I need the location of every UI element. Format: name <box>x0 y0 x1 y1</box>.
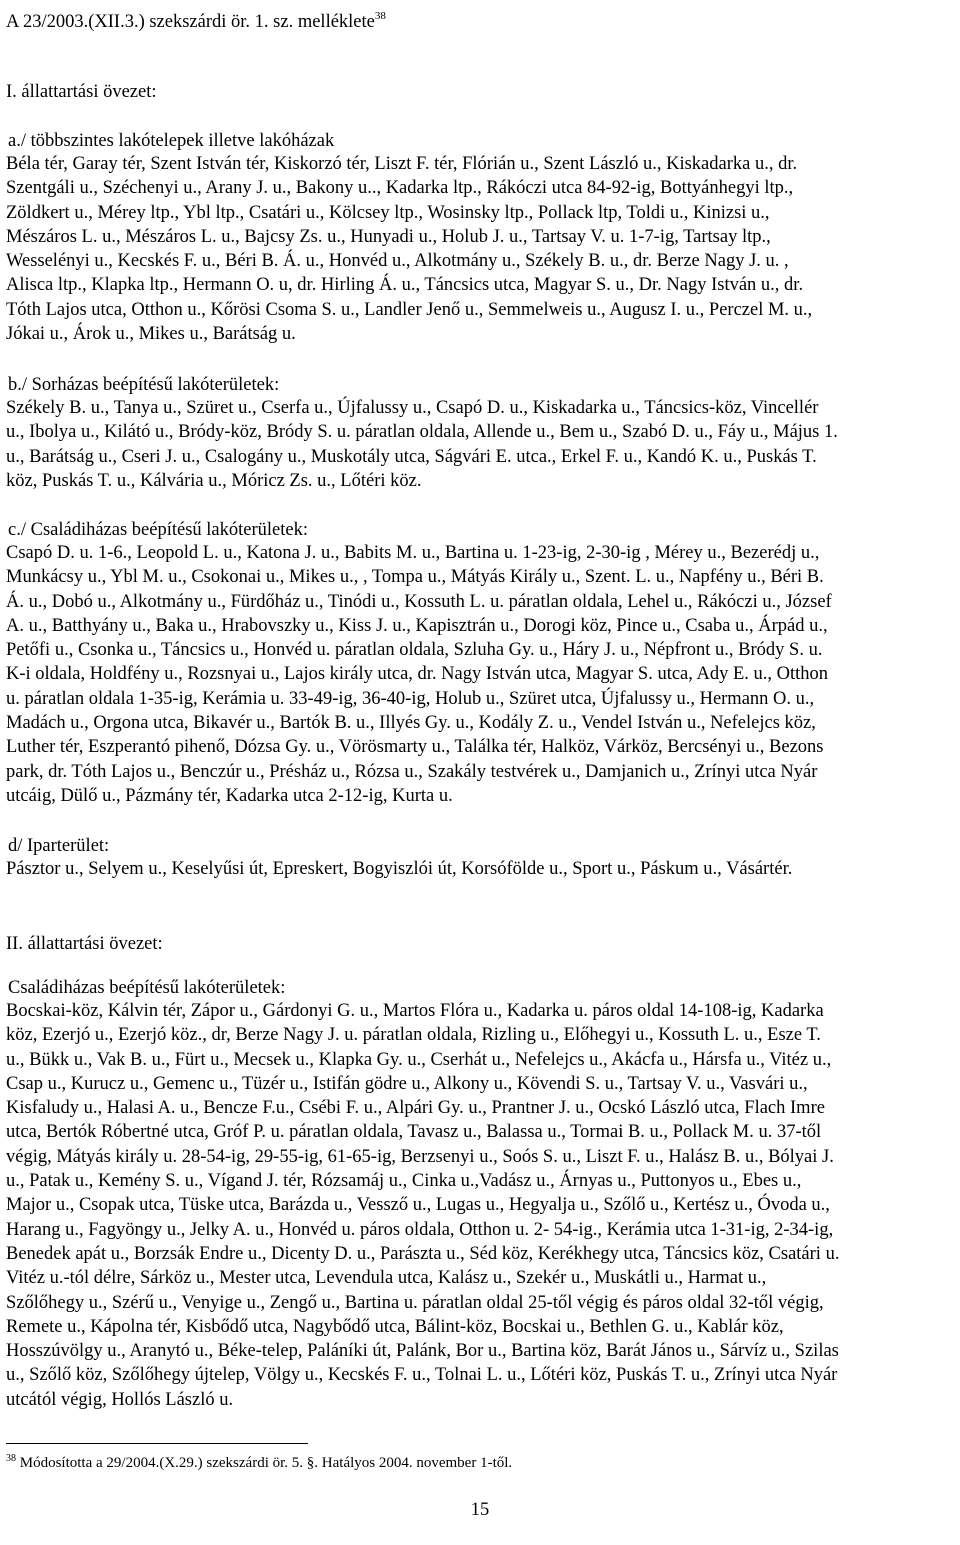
footnote <box>6 1450 512 1472</box>
text-line: Mészáros L. u., Mészáros L. u., Bajcsy Zs. u., Hunyadi u., Holub J. u., Tartsay V. u. 1-7-ig, Tartsay ltp., <box>6 226 771 247</box>
zone2-list <box>6 999 956 1412</box>
zone1-b-heading: b./ Sorházas beépítésű lakóterületek: <box>8 375 280 395</box>
zone1-a-heading: a./ többszintes lakótelepek illetve lakóházak <box>8 131 335 151</box>
text-line: u., Ibolya u., Kilátó u., Bródy-köz, Bródy S. u. páratlan oldala, Allende u., Bem u., Szabó D. u., Fáy u., Május 1. <box>6 422 838 443</box>
text-line: Luther tér, Eszperantó pihenő, Dózsa Gy. u., Vörösmarty u., Találka tér, Halköz, Várköz, Bercsényi u., Bezons <box>6 737 824 758</box>
zone1-c-heading: c./ Családiházas beépítésű lakóterületek: <box>8 520 308 540</box>
text-line: A. u., Batthyány u., Baka u., Hrabovszky u., Kiss J. u., Kapisztrán u., Dorogi köz, Pince u., Csaba u., Árpád u., <box>6 615 828 636</box>
text-line: Á. u., Dobó u., Alkotmány u., Fürdőház u., Tinódi u., Kossuth L. u. páratlan oldala, Lehel u., Rákóczi u., József <box>6 591 832 612</box>
text-line: Remete u., Kápolna tér, Kisbődő utca, Nagybődő utca, Bálint-köz, Bocskai u., Bethlen G. u., Kablár köz, <box>6 1316 784 1337</box>
text-line: Jókai u., Árok u., Mikes u., Barátság u. <box>6 324 296 345</box>
text-line: Csap u., Kurucz u., Gemenc u., Tüzér u., Istifán gödre u., Alkony u., Kövendi S. u., Tartsay V. u., Vasvári u., <box>6 1073 808 1094</box>
text-line: köz, Ezerjó u., Ezerjó köz., dr, Berze Nagy J. u. páratlan oldala, Rizling u., Előhegyi u., Kossuth L. u., Esze T. <box>6 1025 821 1046</box>
text-line: Béla tér, Garay tér, Szent István tér, Kiskorzó tér, Liszt F. tér, Flórián u., Szent László u., Kiskadarka u., dr. <box>6 154 798 174</box>
zone1-c-list <box>6 541 956 808</box>
text-line: Vitéz u.-tól délre, Sárköz u., Mester utca, Levendula utca, Kalász u., Szekér u., Muskátli u., Harmat u., <box>6 1268 767 1289</box>
text-line: u., Patak u., Kemény S. u., Vígand J. tér, Rózsamáj u., Cinka u.,Vadász u., Árnyas u., Puttonyos u., Ebes u., <box>6 1171 802 1192</box>
text-line: Kisfaludy u., Halasi A. u., Bencze F.u., Csébi F. u., Alpári Gy. u., Prantner J. u., Ocskó László utca, Flach Imre <box>6 1098 825 1119</box>
text-line: Munkácsy u., Ybl M. u., Csokonai u., Mikes u., , Tompa u., Mátyás Király u., Szent. L. u., Napfény u., Béri B. <box>6 567 824 588</box>
text-line: Alisca ltp., Klapka ltp., Hermann O. u, dr. Hirling Á. u., Táncsics utca, Magyar S. u., Dr. Nagy István u., dr. <box>6 275 804 296</box>
header-footnote-ref: 38 <box>374 10 386 22</box>
footnote-divider <box>6 1443 308 1444</box>
text-line: Major u., Csopak utca, Tüske utca, Barázda u., Vessző u., Lugas u., Hegyalja u., Szőlő u., Kertész u., Óvoda u., <box>6 1195 830 1216</box>
text-line: Székely B. u., Tanya u., Szüret u., Cserfa u., Újfalussy u., Csapó D. u., Kiskadarka u., Táncsics-köz, Vincellér <box>6 398 819 418</box>
text-line: Szőlőhegy u., Szérű u., Venyige u., Zengő u., Bartina u. páratlan oldal 25-től végig és páros oldal 32-től végig, <box>6 1292 824 1313</box>
footnote-ref: 38 <box>6 1453 16 1464</box>
text-line: köz, Puskás T. u., Kálvária u., Móricz Zs. u., Lőtéri köz. <box>6 470 422 491</box>
text-line: Zöldkert u., Mérey ltp., Ybl ltp., Csatári u., Kölcsey ltp., Wosinsky ltp., Pollack ltp, Toldi u., Kinizsi u., <box>6 202 770 223</box>
text-line: u., Barátság u., Cseri J. u., Csalogány u., Muskotály utca, Ságvári E. utca., Erkel F. u., Kandó K. u., Puskás T. <box>6 446 817 467</box>
header-text: A 23/2003.(XII.3.) szekszárdi ör. 1. sz. melléklete <box>6 12 375 32</box>
text-line: végig, Mátyás király u. 28-54-ig, 29-55-ig, 61-65-ig, Berzsenyi u., Soós S. u., Liszt F. u., Halász B. u., Bólyai J. <box>6 1146 834 1167</box>
text-line: Hosszúvölgy u., Aranytó u., Béke-telep, Paláníki út, Palánk, Bor u., Bartina köz, Barát János u., Sárvíz u., Szilas <box>6 1341 839 1362</box>
text-line: Csapó D. u. 1-6., Leopold L. u., Katona J. u., Babits M. u., Bartina u. 1-23-ig, 2-30-ig , Mérey u., Bezerédj u., <box>6 543 820 563</box>
page-number: 15 <box>470 1500 490 1520</box>
zone2-title: II. állattartási övezet: <box>6 934 163 954</box>
text-line: K-i oldala, Holdfény u., Rozsnyai u., Lajos király utca, dr. Nagy István utca, Magyar S. utca, Ady E. u., Otthon <box>6 664 829 685</box>
text-line: Szentgáli u., Széchenyi u., Arany J. u., Bakony u.., Kadarka ltp., Rákóczi utca 84-92-ig, Bottyánhegyi ltp., <box>6 178 794 199</box>
text-line: Petőfi u., Csonka u., Táncsics u., Honvéd u. páratlan oldala, Szluha Gy. u., Háry J. u., Népfront u., Bródy S. u. <box>6 640 823 661</box>
text-line: park, dr. Tóth Lajos u., Benczúr u., Présház u., Rózsa u., Szakály testvérek u., Damjanich u., Zrínyi utca Nyár <box>6 761 818 782</box>
text-line: Harang u., Fagyöngy u., Jelky A. u., Honvéd u. páros oldala, Otthon u. 2- 54-ig., Kerámia utca 1-31-ig, 2-34-ig, <box>6 1219 834 1240</box>
text-line: Wesselényi u., Kecskés F. u., Béri B. Á. u., Honvéd u., Alkotmány u., Székely B. u., dr. Berze Nagy J. u. , <box>6 251 789 272</box>
zone1-title: I. állattartási övezet: <box>6 82 157 102</box>
text-line: Madách u., Orgona utca, Bikavér u., Bartók B. u., Illyés Gy. u., Kodály Z. u., Vendel István u., Nefelejcs köz, <box>6 713 816 734</box>
footnote-text: Módosította a 29/2004.(X.29.) szekszárdi ör. 5. §. Hatályos 2004. november 1-től. <box>16 1455 513 1471</box>
text-line: u., Szőlő köz, Szőlőhegy újtelep, Völgy u., Kecskés F. u., Tolnai L. u., Lőtéri köz, Puskás T. u., Zrínyi utca Nyár <box>6 1365 838 1386</box>
text-line: Pásztor u., Selyem u., Keselyűsi út, Epreskert, Bogyiszlói út, Korsófölde u., Sport u., Páskum u., Vásártér. <box>6 859 793 879</box>
zone1-d-heading: d/ Iparterület: <box>8 836 110 856</box>
text-line: utca, Bertók Róbertné utca, Gróf P. u. páratlan oldala, Tavasz u., Balassa u., Tormai B. u., Pollack M. u. 37-től <box>6 1122 822 1143</box>
zone1-a-list <box>6 152 956 346</box>
text-line: u., Bükk u., Vak B. u., Fürt u., Mecsek u., Klapka Gy. u., Cserhát u., Nefelejcs u., Akácfa u., Hársfa u., Vitéz u., <box>6 1049 832 1070</box>
text-line: Tóth Lajos utca, Otthon u., Kőrösi Csoma S. u., Landler Jenő u., Semmelweis u., Augusz I. u., Perczel M. u., <box>6 299 813 320</box>
text-line: utcáig, Dülő u., Pázmány tér, Kadarka utca 2-12-ig, Kurta u. <box>6 785 453 806</box>
text-line: utcától végig, Hollós László u. <box>6 1389 234 1410</box>
zone1-b-list <box>6 396 956 493</box>
zone2-heading: Családiházas beépítésű lakóterületek: <box>8 978 286 998</box>
document-header <box>6 4 386 34</box>
text-line: Benedek apát u., Borzsák Endre u., Dicenty D. u., Parászta u., Séd köz, Kerékhegy utca, Táncsics köz, Csatári u. <box>6 1243 840 1264</box>
text-line: u. páratlan oldala 1-35-ig, Kerámia u. 33-49-ig, 36-40-ig, Holub u., Szüret utca, Újfalussy u., Hermann O. u., <box>6 688 815 709</box>
zone1-d-list <box>6 857 956 881</box>
text-line: Bocskai-köz, Kálvin tér, Zápor u., Gárdonyi G. u., Martos Flóra u., Kadarka u. páros oldal 14-108-ig, Kadarka <box>6 1001 824 1021</box>
